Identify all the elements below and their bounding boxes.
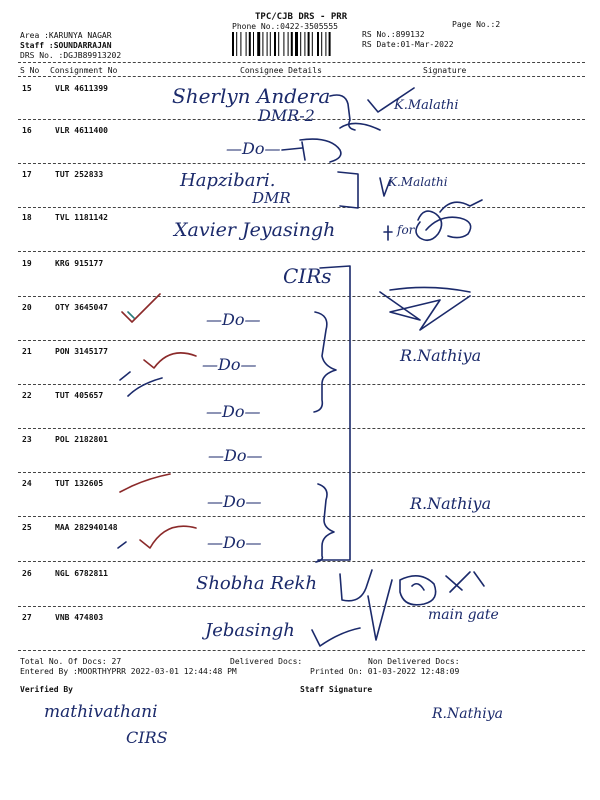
col-sno: S No [20, 66, 40, 75]
entered-by: Entered By :MOORTHYPRR 2022-03-01 12:44:48 PM [20, 667, 237, 676]
row-consignment-number: TUT 405657 [55, 391, 104, 400]
row-serial-number: 18 [22, 213, 32, 222]
row-consignment-number: VNB 474803 [55, 613, 104, 622]
row-consignment-number: MAA 282940148 [55, 523, 118, 532]
row-consignment-number: KRG 915177 [55, 259, 104, 268]
staff-label: Staff :SOUNDARRAJAN [20, 41, 112, 50]
row-consignment-number: TVL 1181142 [55, 213, 108, 222]
handwritten-consignee: Xavier Jeyasingh [174, 219, 336, 241]
area-label: Area :KARUNYA NAGAR [20, 31, 112, 40]
handwritten-ditto: —Do— [206, 310, 261, 329]
staff-signature-label: Staff Signature [300, 685, 373, 694]
divider [18, 650, 585, 651]
delivered-docs: Delivered Docs: [230, 657, 303, 666]
handwritten-signature: K.Malathi [394, 98, 459, 113]
handwritten-signature: R.Nathiya [410, 494, 492, 513]
handwritten-signature: K.Malathi [388, 175, 448, 189]
handwritten-for: for [397, 223, 415, 237]
col-signature: Signature [423, 66, 467, 75]
row-serial-number: 20 [22, 303, 32, 312]
row-consignment-number: TUT 132605 [55, 479, 104, 488]
row-serial-number: 15 [22, 84, 32, 93]
row-consignment-number: OTY 3645047 [55, 303, 108, 312]
handwritten-ditto: —Do— [206, 402, 261, 421]
row-consignment-number: PON 3145177 [55, 347, 108, 356]
col-consignment: Consignment No [50, 66, 118, 75]
row-serial-number: 22 [22, 391, 32, 400]
rs-date: RS Date:01-Mar-2022 [362, 40, 454, 49]
printed-on: Printed On: 01-03-2022 12:48:09 [310, 667, 460, 676]
handwritten-ditto: —Do— [208, 446, 263, 465]
row-serial-number: 24 [22, 479, 32, 488]
document-title: TPC/CJB DRS - PRR [255, 12, 348, 22]
handwritten-ditto: —Do— [207, 533, 262, 552]
row-serial-number: 27 [22, 613, 32, 622]
handwritten-verifier-sub: CIRS [126, 728, 168, 747]
handwritten-consignee: Sherlyn Andera [172, 84, 331, 108]
phone-number: Phone No.:0422-3505555 [232, 22, 338, 31]
row-consignment-number: NGL 6782811 [55, 569, 108, 578]
row-serial-number: 21 [22, 347, 32, 356]
handwritten-consignee-sub: DMR [252, 189, 291, 207]
verified-by-label: Verified By [20, 685, 73, 694]
handwritten-consignee-sub: DMR-2 [258, 106, 315, 125]
row-serial-number: 19 [22, 259, 32, 268]
non-delivered-docs: Non Delivered Docs: [368, 657, 460, 666]
row-serial-number: 17 [22, 170, 32, 179]
col-consignee: Consignee Details [240, 66, 322, 75]
row-consignment-number: POL 2182801 [55, 435, 108, 444]
drs-number: DRS No. :DGJB89913202 [20, 51, 122, 60]
handwritten-staff-signature: R.Nathiya [432, 706, 503, 722]
page-number: Page No.:2 [452, 20, 501, 29]
handwritten-ditto: —Do— [207, 492, 262, 511]
handwritten-consignee: Jebasingh [205, 620, 295, 641]
handwritten-ditto: —Do— [202, 355, 257, 374]
row-consignment-number: TUT 252833 [55, 170, 104, 179]
row-serial-number: 26 [22, 569, 32, 578]
row-consignment-number: VLR 4611400 [55, 126, 108, 135]
handwritten-ditto: —Do— [226, 139, 281, 158]
row-serial-number: 16 [22, 126, 32, 135]
handwritten-consignee: CIRs [283, 264, 332, 288]
row-serial-number: 23 [22, 435, 32, 444]
handwritten-note: main gate [428, 607, 499, 623]
total-docs: Total No. Of Docs: 27 [20, 657, 122, 666]
row-consignment-number: VLR 4611399 [55, 84, 108, 93]
rs-number: RS No.:899132 [362, 30, 425, 39]
handwritten-verifier: mathivathani [44, 702, 158, 722]
handwritten-consignee: Shobha Rekh [196, 573, 318, 594]
handwritten-signature: R.Nathiya [400, 346, 482, 365]
handwritten-consignee: Hapzibari. [180, 170, 276, 191]
row-serial-number: 25 [22, 523, 32, 532]
